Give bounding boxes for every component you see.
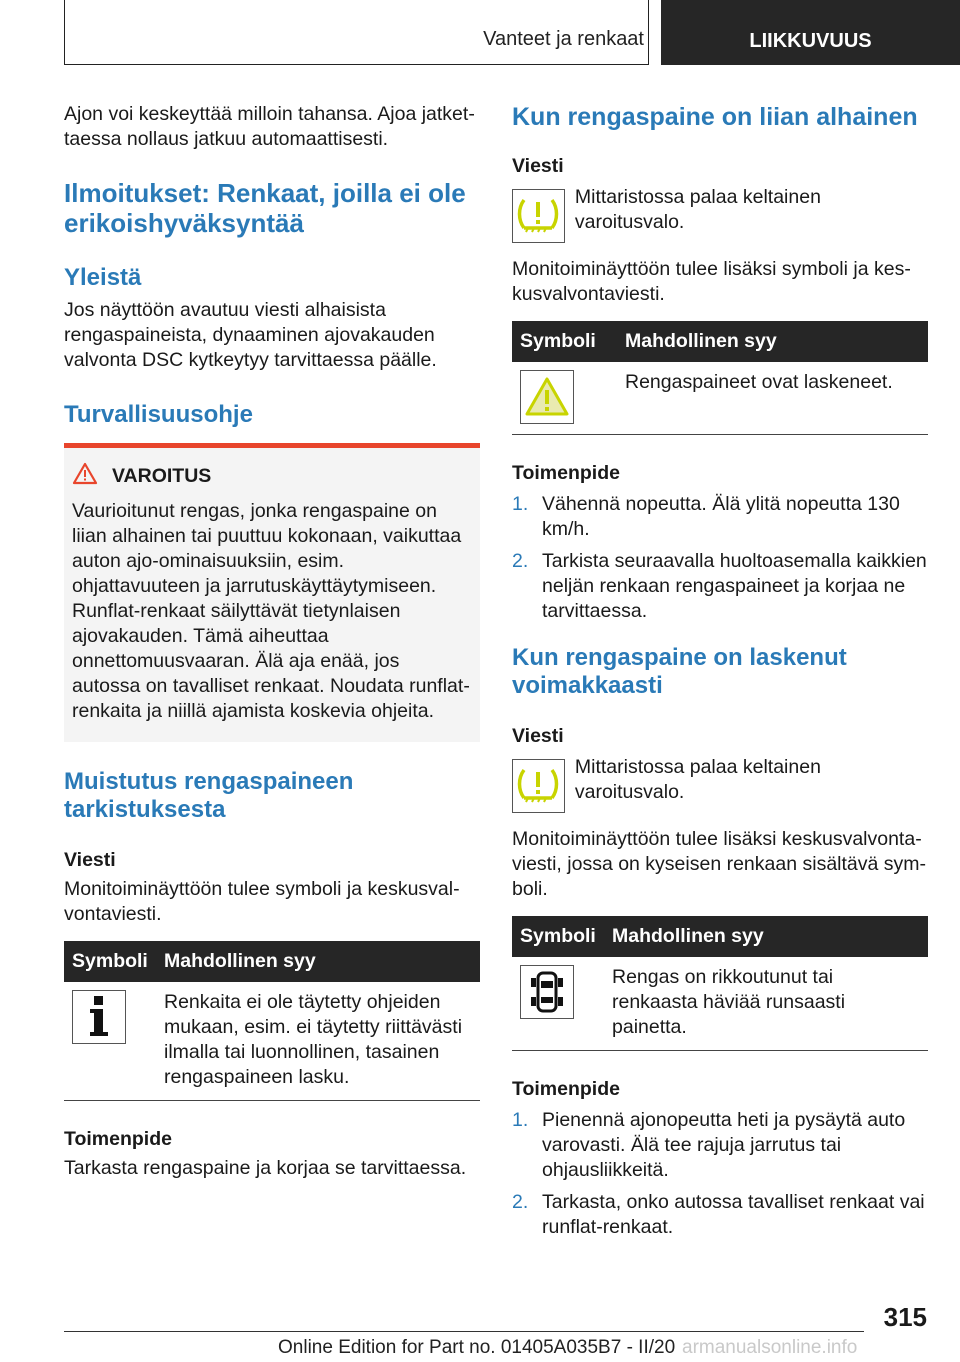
table-cell-cause: Rengaspaineet ovat laskeneet. bbox=[617, 362, 928, 435]
table-cell-cause: Renkaita ei ole täytetty ohjeiden mukaan, esim. ei täytetty riittävästi ilmalla tai luonnollinen, tasainen rengaspaineen lasku. bbox=[156, 982, 480, 1101]
tire-pressure-warning-icon bbox=[512, 759, 565, 813]
table-row bbox=[512, 957, 928, 1051]
step-number: 2. bbox=[512, 1191, 529, 1213]
left-column bbox=[64, 100, 480, 1181]
notifications-heading: Ilmoitukset: Renkaat, joilla ei ole erikoishyväksyntää bbox=[64, 178, 466, 238]
footer-divider bbox=[64, 1331, 864, 1332]
list-item bbox=[512, 1108, 928, 1183]
general-heading: Yleistä bbox=[64, 264, 142, 291]
list-item bbox=[512, 492, 928, 542]
header-chapter-tab[interactable]: LIIKKUVUUS bbox=[661, 0, 960, 65]
action-label: Toimenpide bbox=[64, 1128, 172, 1150]
message-label: Viesti bbox=[512, 155, 564, 177]
header-section-title: Vanteet ja renkaat bbox=[483, 28, 644, 50]
step-text: Tarkasta, onko autossa tavalliset renkaat vai runflat-renkaat. bbox=[542, 1191, 925, 1238]
table-header-symbol: Symboli bbox=[512, 321, 617, 362]
page-number: 315 bbox=[883, 1302, 927, 1332]
footer-watermark[interactable]: armanualsonline.info bbox=[682, 1337, 858, 1358]
table-header-cause: Mahdollinen syy bbox=[617, 321, 928, 362]
warning-title: VAROITUS bbox=[112, 465, 212, 487]
right-column bbox=[512, 100, 928, 1247]
symbol-table bbox=[64, 941, 480, 1101]
warning-title-row bbox=[72, 462, 472, 491]
message-text: Monitoiminäyttöön tulee symboli ja keskusvalvontaviesti. bbox=[64, 878, 460, 925]
table-row bbox=[64, 982, 480, 1101]
tire-pressure-warning-icon bbox=[512, 189, 565, 243]
message-label: Viesti bbox=[64, 849, 116, 871]
low-message-text: Mittaristossa palaa keltainen varoitusvalo. bbox=[574, 186, 821, 233]
step-text: Pienennä ajonopeutta heti ja pysäytä auto varovasti. Älä tee rajuja jarrutus tai ohjausliikkeitä. bbox=[542, 1109, 906, 1181]
car-tire-icon bbox=[520, 965, 574, 1019]
table-cell-cause: Rengas on rikkoutunut tai renkaasta häviää runsaasti painetta. bbox=[604, 957, 928, 1051]
action-label: Toimenpide bbox=[512, 462, 620, 484]
warning-box bbox=[64, 443, 480, 742]
drop-symbol-table bbox=[512, 916, 928, 1051]
drop-info-text: Monitoiminäyttöön tulee lisäksi keskusvalvontaviesti, jossa on kyseisen renkaan sisältävä symboli. bbox=[512, 828, 927, 900]
table-header-cause: Mahdollinen syy bbox=[156, 941, 480, 982]
list-item bbox=[512, 1190, 928, 1240]
drop-message-text: Mittaristossa palaa keltainen varoitusvalo. bbox=[574, 756, 821, 803]
reminder-heading: Muistutus rengaspaineen tarkistuksesta bbox=[64, 768, 354, 823]
table-header-symbol: Symboli bbox=[512, 916, 604, 957]
action-label: Toimenpide bbox=[512, 1078, 620, 1100]
low-steps-list bbox=[512, 492, 928, 624]
table-row bbox=[512, 362, 928, 435]
info-icon bbox=[72, 990, 126, 1044]
action-text: Tarkasta rengaspaine ja korjaa se tarvittaessa. bbox=[64, 1157, 467, 1179]
low-pressure-heading: Kun rengaspaine on liian alhainen bbox=[512, 103, 918, 131]
step-text: Vähennä nopeutta. Älä ylitä nopeutta 130 km/h. bbox=[542, 493, 900, 540]
intro-text: Ajon voi keskeyttää milloin tahansa. Ajoa jatkettaessa nollaus jatkuu automaattisesti. bbox=[64, 103, 475, 150]
table-header-cause: Mahdollinen syy bbox=[604, 916, 928, 957]
general-text: Jos näyttöön avautuu viesti alhaisista rengaspaineista, dynaaminen ajovakauden valvonta DSC kytkeytyy tarvittaessa päälle. bbox=[64, 299, 437, 371]
yellow-warning-triangle-icon bbox=[520, 370, 574, 424]
warning-triangle-icon bbox=[72, 462, 98, 491]
list-item bbox=[512, 549, 928, 624]
step-number: 1. bbox=[512, 493, 529, 515]
step-number: 2. bbox=[512, 550, 529, 572]
footer-edition: Online Edition for Part no. 01405A035B7 - II/20 bbox=[278, 1337, 676, 1358]
safety-heading: Turvallisuusohje bbox=[64, 401, 253, 428]
low-symbol-table bbox=[512, 321, 928, 435]
drop-message-row bbox=[512, 755, 928, 813]
drop-steps-list bbox=[512, 1108, 928, 1240]
step-text: Tarkista seuraavalla huoltoasemalla kaikkien neljän renkaan rengaspaineet ja korjaa ne tarvittaessa. bbox=[542, 550, 927, 622]
low-message-row bbox=[512, 185, 928, 243]
step-number: 1. bbox=[512, 1109, 529, 1131]
warning-text: Vaurioitunut rengas, jonka rengaspaine on liian alhainen tai puuttuu kokonaan, vaikuttaa auton ajo-ominaisuuksiin, esim. ohjattavuuteen ja jarrutuskäyttäytymiseen. Runflat-renkaat säilyttävät tietynlaisen ajovakauden. Tämä aiheuttaa onnettomuusvaaran. Älä aja enää, jos autossa on tavalliset renkaat. Noudata runflat-renkaita ja niillä ajamista koskevia ohjeita. bbox=[72, 500, 470, 722]
message-label: Viesti bbox=[512, 725, 564, 747]
low-info-text: Monitoiminäyttöön tulee lisäksi symboli ja keskusvalvontaviesti. bbox=[512, 258, 911, 305]
table-header-symbol: Symboli bbox=[64, 941, 156, 982]
pressure-drop-heading: Kun rengaspaine on laskenut voimakkaasti bbox=[512, 644, 847, 699]
